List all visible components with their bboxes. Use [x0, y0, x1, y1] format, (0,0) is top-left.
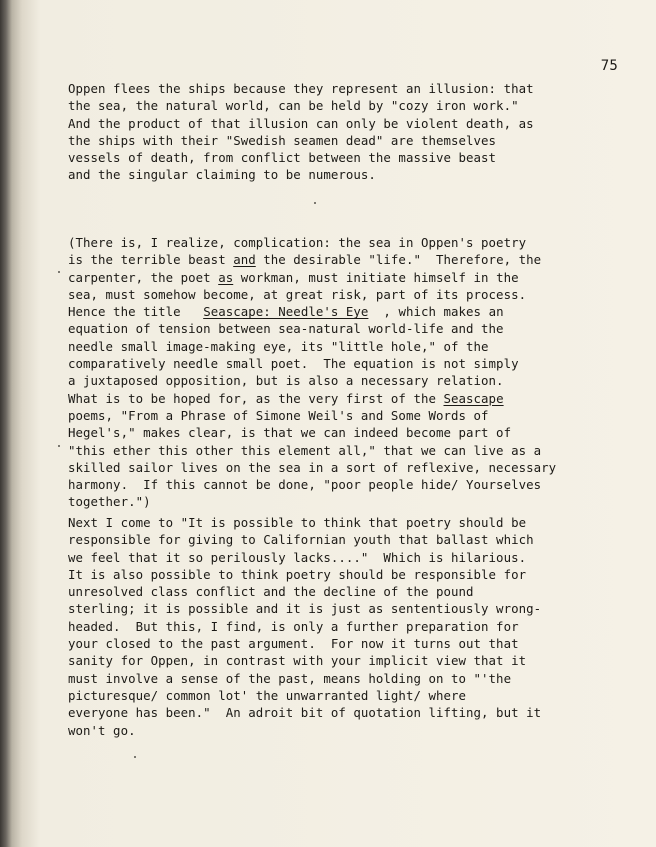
text-line: sea, must somehow become, at great risk, part of its process.: [68, 286, 527, 302]
text-line: unresolved class conflict and the decline of the pound: [68, 584, 474, 600]
text-line: poems, "From a Phrase of Simone Weil's and Some Words of: [68, 407, 489, 423]
text-line: and the singular claiming to be numerous.: [68, 167, 376, 183]
text-line: (There is, I realize, complication: the sea in Oppen's poetry: [68, 235, 527, 250]
text-line: the sea, the natural world, can be held by "cozy iron work.": [68, 98, 519, 114]
scan-speck: [134, 756, 136, 758]
text-line: everyone has been." An adroit bit of quotation lifting, but it: [68, 705, 542, 721]
text-line: sterling; it is possible and it is just as sententiously wrong-: [68, 601, 542, 617]
text-line: Oppen flees the ships because they represent an illusion: that: [68, 81, 534, 96]
paragraph-poetry: [68, 514, 608, 739]
text-line: And the product of that illusion can only be violent death, as: [68, 115, 534, 131]
text-line: carpenter, the poet as workman, must initiate himself in the: [68, 269, 519, 285]
text-line: comparatively needle small poet. The equation is not simply: [68, 356, 519, 372]
text-line: must involve a sense of the past, means holding on to "'the: [68, 670, 512, 686]
text-line: equation of tension between sea-natural world-life and the: [68, 321, 504, 337]
text-line: picturesque/ common lot' the unwarranted light/ where: [68, 687, 467, 703]
text-line: won't go.: [68, 722, 136, 738]
text-line: together."): [68, 494, 151, 510]
text-line: Next I come to "It is possible to think that poetry should be: [68, 515, 527, 530]
text-line: your closed to the past argument. For now it turns out that: [68, 636, 519, 652]
text-line: the ships with their "Swedish seamen dead" are themselves: [68, 132, 497, 148]
text-line: skilled sailor lives on the sea in a sort of reflexive, necessary: [68, 459, 557, 475]
scan-speck: [58, 271, 60, 273]
scan-speck: [314, 202, 316, 204]
scan-speck: [58, 445, 60, 447]
text-line: needle small image-making eye, its "little hole," of the: [68, 338, 489, 354]
underlined-as: as: [218, 269, 234, 285]
text-line: is the terrible beast and the desirable "life." Therefore, the: [68, 252, 542, 268]
text-line: vessels of death, from conflict between the massive beast: [68, 150, 497, 166]
paragraph-seascape: [68, 234, 608, 511]
text-line: Hegel's," makes clear, is that we can indeed become part of: [68, 425, 512, 441]
text-line: It is also possible to think poetry should be responsible for: [68, 566, 527, 582]
underlined-and: and: [233, 252, 256, 268]
underlined-seascape: Seascape: [443, 390, 504, 406]
page-number: 75: [600, 58, 618, 74]
text-line: sanity for Oppen, in contrast with your implicit view that it: [68, 653, 527, 669]
paragraph-ships: [68, 80, 608, 184]
text-line: "this ether this other this element all," that we can live as a: [68, 442, 542, 458]
text-line: Hence the title Seascape: Needle's Eye , which makes an: [68, 304, 504, 320]
text-line: What is to be hoped for, as the very first of the Seascape: [68, 390, 504, 406]
text-line: harmony. If this cannot be done, "poor people hide/ Yourselves: [68, 477, 542, 493]
underlined-title: Seascape: Needle's Eye: [203, 304, 369, 320]
text-line: responsible for giving to Californian youth that ballast which: [68, 532, 534, 548]
text-line: headed. But this, I find, is only a further preparation for: [68, 618, 519, 634]
text-line: we feel that it so perilously lacks...." Which is hilarious.: [68, 549, 527, 565]
text-line: a juxtaposed opposition, but is also a necessary relation.: [68, 373, 504, 389]
